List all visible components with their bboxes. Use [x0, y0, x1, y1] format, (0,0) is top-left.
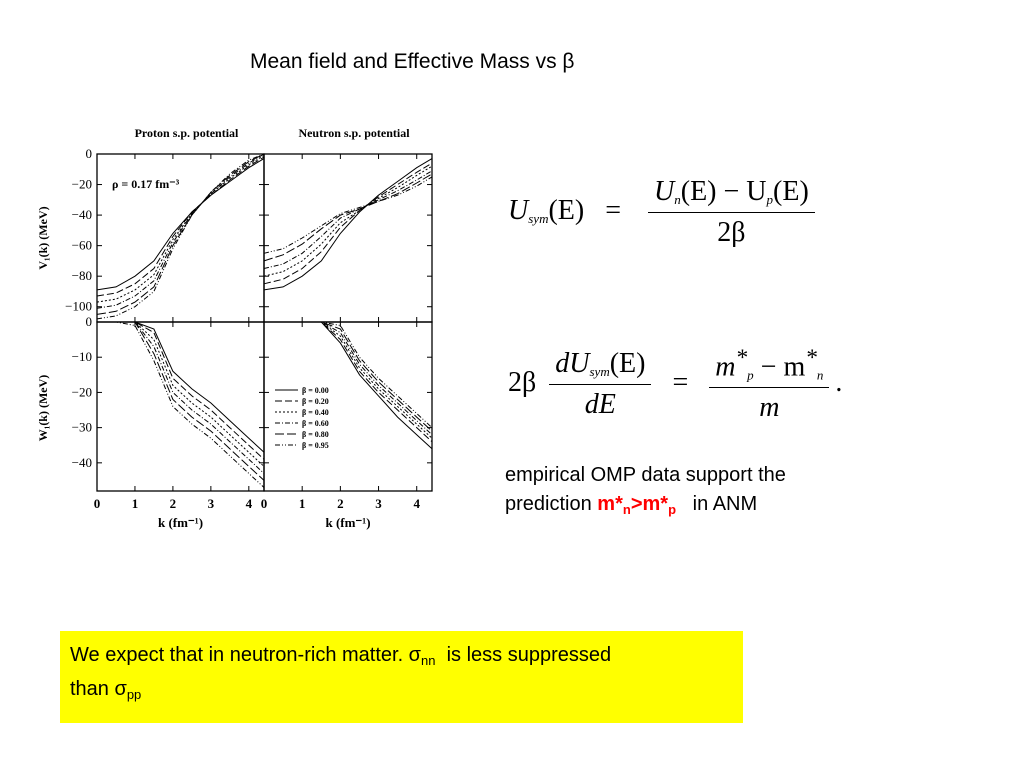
eq2-equals: =	[672, 367, 689, 399]
eq1-fraction	[648, 176, 815, 249]
eq2-mp-sub: p	[747, 367, 754, 383]
series-line-beta-4	[97, 322, 264, 480]
panel-title-proton: Proton s.p. potential	[134, 126, 239, 140]
x-tick-label: 4	[245, 496, 253, 511]
x-tick-label: 1	[131, 496, 139, 511]
x-axis-label: k (fm⁻¹)	[157, 515, 204, 530]
series-line-beta-2	[97, 322, 264, 466]
box-text3: than σ	[70, 678, 127, 700]
eq2-mn-star: *	[805, 345, 817, 371]
note-line1: empirical OMP data support the	[505, 464, 786, 486]
eq2-numerator	[549, 348, 651, 385]
series-line-beta-1	[97, 322, 264, 459]
eq2-mass-denominator: m	[759, 392, 780, 424]
usym-equation	[508, 176, 821, 249]
panel-frame	[264, 322, 432, 491]
panel-title-neutron: Neutron s.p. potential	[298, 126, 410, 140]
box-sub-nn: nn	[421, 653, 436, 668]
y-tick-label: −100	[65, 298, 92, 314]
x-tick-label: 3	[375, 496, 382, 511]
y-tick-label: −40	[71, 454, 92, 470]
eq2-prefactor: 2β	[508, 367, 537, 399]
legend-label-0: β = 0.00	[302, 386, 329, 395]
series-line-beta-3	[264, 171, 432, 269]
series-line-beta-2	[264, 166, 432, 276]
slide-title: Mean field and Effective Mass vs β	[250, 50, 575, 73]
eq1-num-sub-p: p	[766, 192, 774, 207]
eq2-period: .	[835, 367, 843, 399]
series-line-beta-0	[97, 322, 264, 452]
x-tick-label: 1	[298, 496, 306, 511]
y-tick-label: −80	[71, 268, 92, 284]
eq1-lhs-sub: sym	[528, 210, 549, 226]
series-line-beta-3	[97, 322, 264, 473]
y-tick-label: −30	[71, 419, 92, 435]
eq2-mn-sub: n	[816, 367, 824, 383]
x-tick-label: 0	[93, 496, 101, 511]
eq1-num-sub-n: n	[674, 192, 681, 207]
note-mn-text: m*	[597, 493, 623, 515]
y-axis-label-top: V₁(k) (MeV)	[36, 206, 50, 270]
y-axis-label-bottom: W₁(k) (MeV)	[36, 374, 50, 442]
x-axis-label: k (fm⁻¹)	[325, 515, 371, 530]
eq2-minus-m: − m	[753, 351, 806, 383]
density-annotation: ρ = 0.17 fm⁻³	[112, 177, 180, 191]
eq1-equals: =	[605, 194, 622, 226]
x-tick-label: 4	[413, 496, 420, 511]
series-line-beta-2	[264, 322, 432, 438]
legend-label-3: β = 0.60	[302, 419, 329, 428]
box-text1: We expect that in neutron-rich matter. σ	[70, 644, 422, 666]
x-tick-label: 2	[337, 496, 344, 511]
x-tick-label: 0	[260, 496, 268, 511]
effective-mass-equation	[508, 345, 842, 424]
y-tick-label: −60	[71, 237, 92, 253]
eq2-mp-star: *	[735, 345, 748, 371]
omp-note	[505, 461, 925, 524]
potential-chart-figure	[30, 118, 450, 538]
eq1-lhs-arg: (E)	[548, 194, 585, 226]
eq1-lhs: U	[508, 194, 529, 226]
eq2-mp: m	[715, 351, 736, 383]
eq2-denominator: dE	[584, 389, 616, 421]
y-tick-label: −10	[71, 349, 92, 365]
note-gt-mp: >m*	[630, 493, 669, 515]
box-sub-pp: pp	[126, 687, 142, 702]
legend-label-5: β = 0.95	[302, 441, 329, 450]
y-tick-label: −40	[71, 207, 92, 223]
highlight-box	[60, 631, 743, 723]
y-tick-label: 0	[85, 146, 92, 161]
eq2-num-sub: sym	[589, 364, 610, 380]
note-mn	[597, 493, 676, 515]
eq2-mass-fraction	[709, 345, 829, 424]
y-tick-label: −20	[71, 384, 92, 400]
y-tick-label: −20	[71, 176, 92, 192]
eq1-numerator	[648, 176, 815, 213]
x-tick-label: 2	[169, 496, 177, 511]
note-suffix: in ANM	[676, 493, 758, 515]
series-line-beta-5	[97, 322, 264, 488]
legend-label-1: β = 0.20	[302, 397, 329, 406]
eq1-num-end: (E)	[773, 176, 809, 207]
eq1-num-u: U	[654, 176, 675, 207]
eq2-derivative-fraction	[549, 348, 651, 421]
eq2-mass-numerator	[709, 345, 829, 388]
eq2-num-end: (E)	[609, 348, 646, 380]
series-line-beta-1	[264, 322, 432, 442]
box-text2: is less suppressed	[435, 644, 612, 666]
note-mp-sub: p	[668, 502, 677, 517]
legend-label-4: β = 0.80	[302, 430, 329, 439]
eq1-num-mid: (E) − U	[680, 176, 767, 207]
legend-label-2: β = 0.40	[302, 408, 329, 417]
eq1-denominator: 2β	[717, 217, 746, 248]
x-tick-label: 3	[207, 496, 215, 511]
note-line2-prefix: prediction	[505, 493, 598, 515]
y-tick-label: 0	[85, 314, 92, 329]
note-mn-sub: n	[622, 502, 631, 517]
eq2-num-du: dU	[555, 348, 590, 380]
